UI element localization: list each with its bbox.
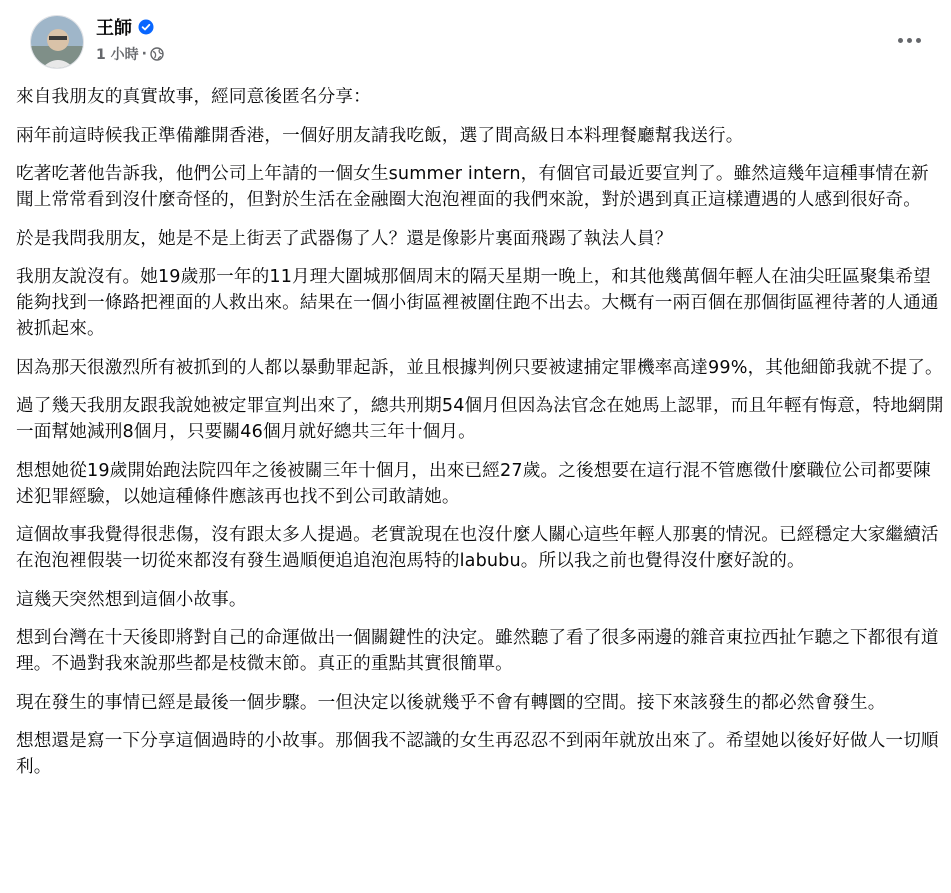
author-row [96,14,154,40]
post-paragraph: 這幾天突然想到這個小故事。 [16,589,247,610]
more-horizontal-icon [898,38,903,43]
post-paragraph: 想想她從19歲開始跑法院四年之後被關三年十個月，出來已經27歲。之後想要在這行混不管應徵什麼職位公司都要陳述犯罪經驗，以她這種條件應該再也找不到公司敢請她。 [16,460,931,507]
post-paragraph: 想想還是寫一下分享這個過時的小故事。那個我不認識的女生再忍忍不到兩年就放出來了。希望她以後好好做人一切順利。 [16,731,939,777]
avatar[interactable] [30,15,84,69]
post-paragraph: 因為那天很激烈所有被抓到的人都以暴動罪起訴，並且根據判例只要被逮捕定罪機率高達99%，其他細節我就不提了。 [16,357,943,378]
post-paragraph: 來自我朋友的真實故事，經同意後匿名分享： [16,87,371,107]
meta-separator: · [141,46,147,62]
post-paragraph: 想到台灣在十天後即將對自己的命運做出一個關鍵性的決定。雖然聽了看了很多兩邊的雜音東拉西扯乍聽之下都很有道理。不過對我來說那些都是枝微末節。真正的重點其實很簡單。 [16,628,939,674]
post-paragraph: 我朋友說沒有。她19歲那一年的11月理大圍城那個周末的隔天星期一晚上，和其他幾萬個年輕人在油尖旺區聚集希望能夠找到一條路把裡面的人救出來。結果在一個小街區裡被圍住跑不出去。大概有一兩百個在那個街區裡待著的人通通被抓起來。 [16,267,939,339]
post-paragraph: 於是我問我朋友，她是不是上街丟了武器傷了人？還是像影片裏面飛踢了執法人員？ [16,228,673,249]
author-name[interactable]: 王師 [96,18,132,39]
post-paragraph: 現在發生的事情已經是最後一個步驟。一但決定以後就幾乎不會有轉圜的空間。接下來該發生的都必然會發生。 [16,692,886,713]
post-timestamp[interactable]: 1 小時 [96,47,139,63]
post-paragraph: 過了幾天我朋友跟我說她被定罪宣判出來了，總共刑期54個月但因為法官念在她馬上認罪，而且年輕有悔意，特地網開一面幫她減刑8個月，只要關46個月就好總共三年十個月。 [16,396,944,442]
more-options-button[interactable] [891,22,927,58]
post-header [16,0,935,80]
verified-badge-icon [138,19,154,35]
post-body [16,84,946,793]
post-meta [96,44,164,64]
post-paragraph: 這個故事我覺得很悲傷，沒有跟太多人提過。老實說現在也沒什麼人關心這些年輕人那裏的情況。已經穩定大家繼續活在泡泡裡假裝一切從來都沒有發生過順便追追泡泡馬特的labubu。所以我之前也覺得沒什麼好說的。 [16,525,939,571]
post-paragraph: 兩年前這時候我正準備離開香港，一個好朋友請我吃飯，選了間高級日本料理餐廳幫我送行。 [16,125,744,146]
globe-icon[interactable] [150,47,164,61]
post-paragraph: 吃著吃著他告訴我，他們公司上年請的一個女生summer intern，有個官司最近要宣判了。雖然這幾年這種事情在新聞上常常看到沒什麼奇怪的，但對於生活在金融圈大泡泡裡面的我們來說，對於遇到真正這樣遭遇的人感到很好奇。 [16,164,929,210]
